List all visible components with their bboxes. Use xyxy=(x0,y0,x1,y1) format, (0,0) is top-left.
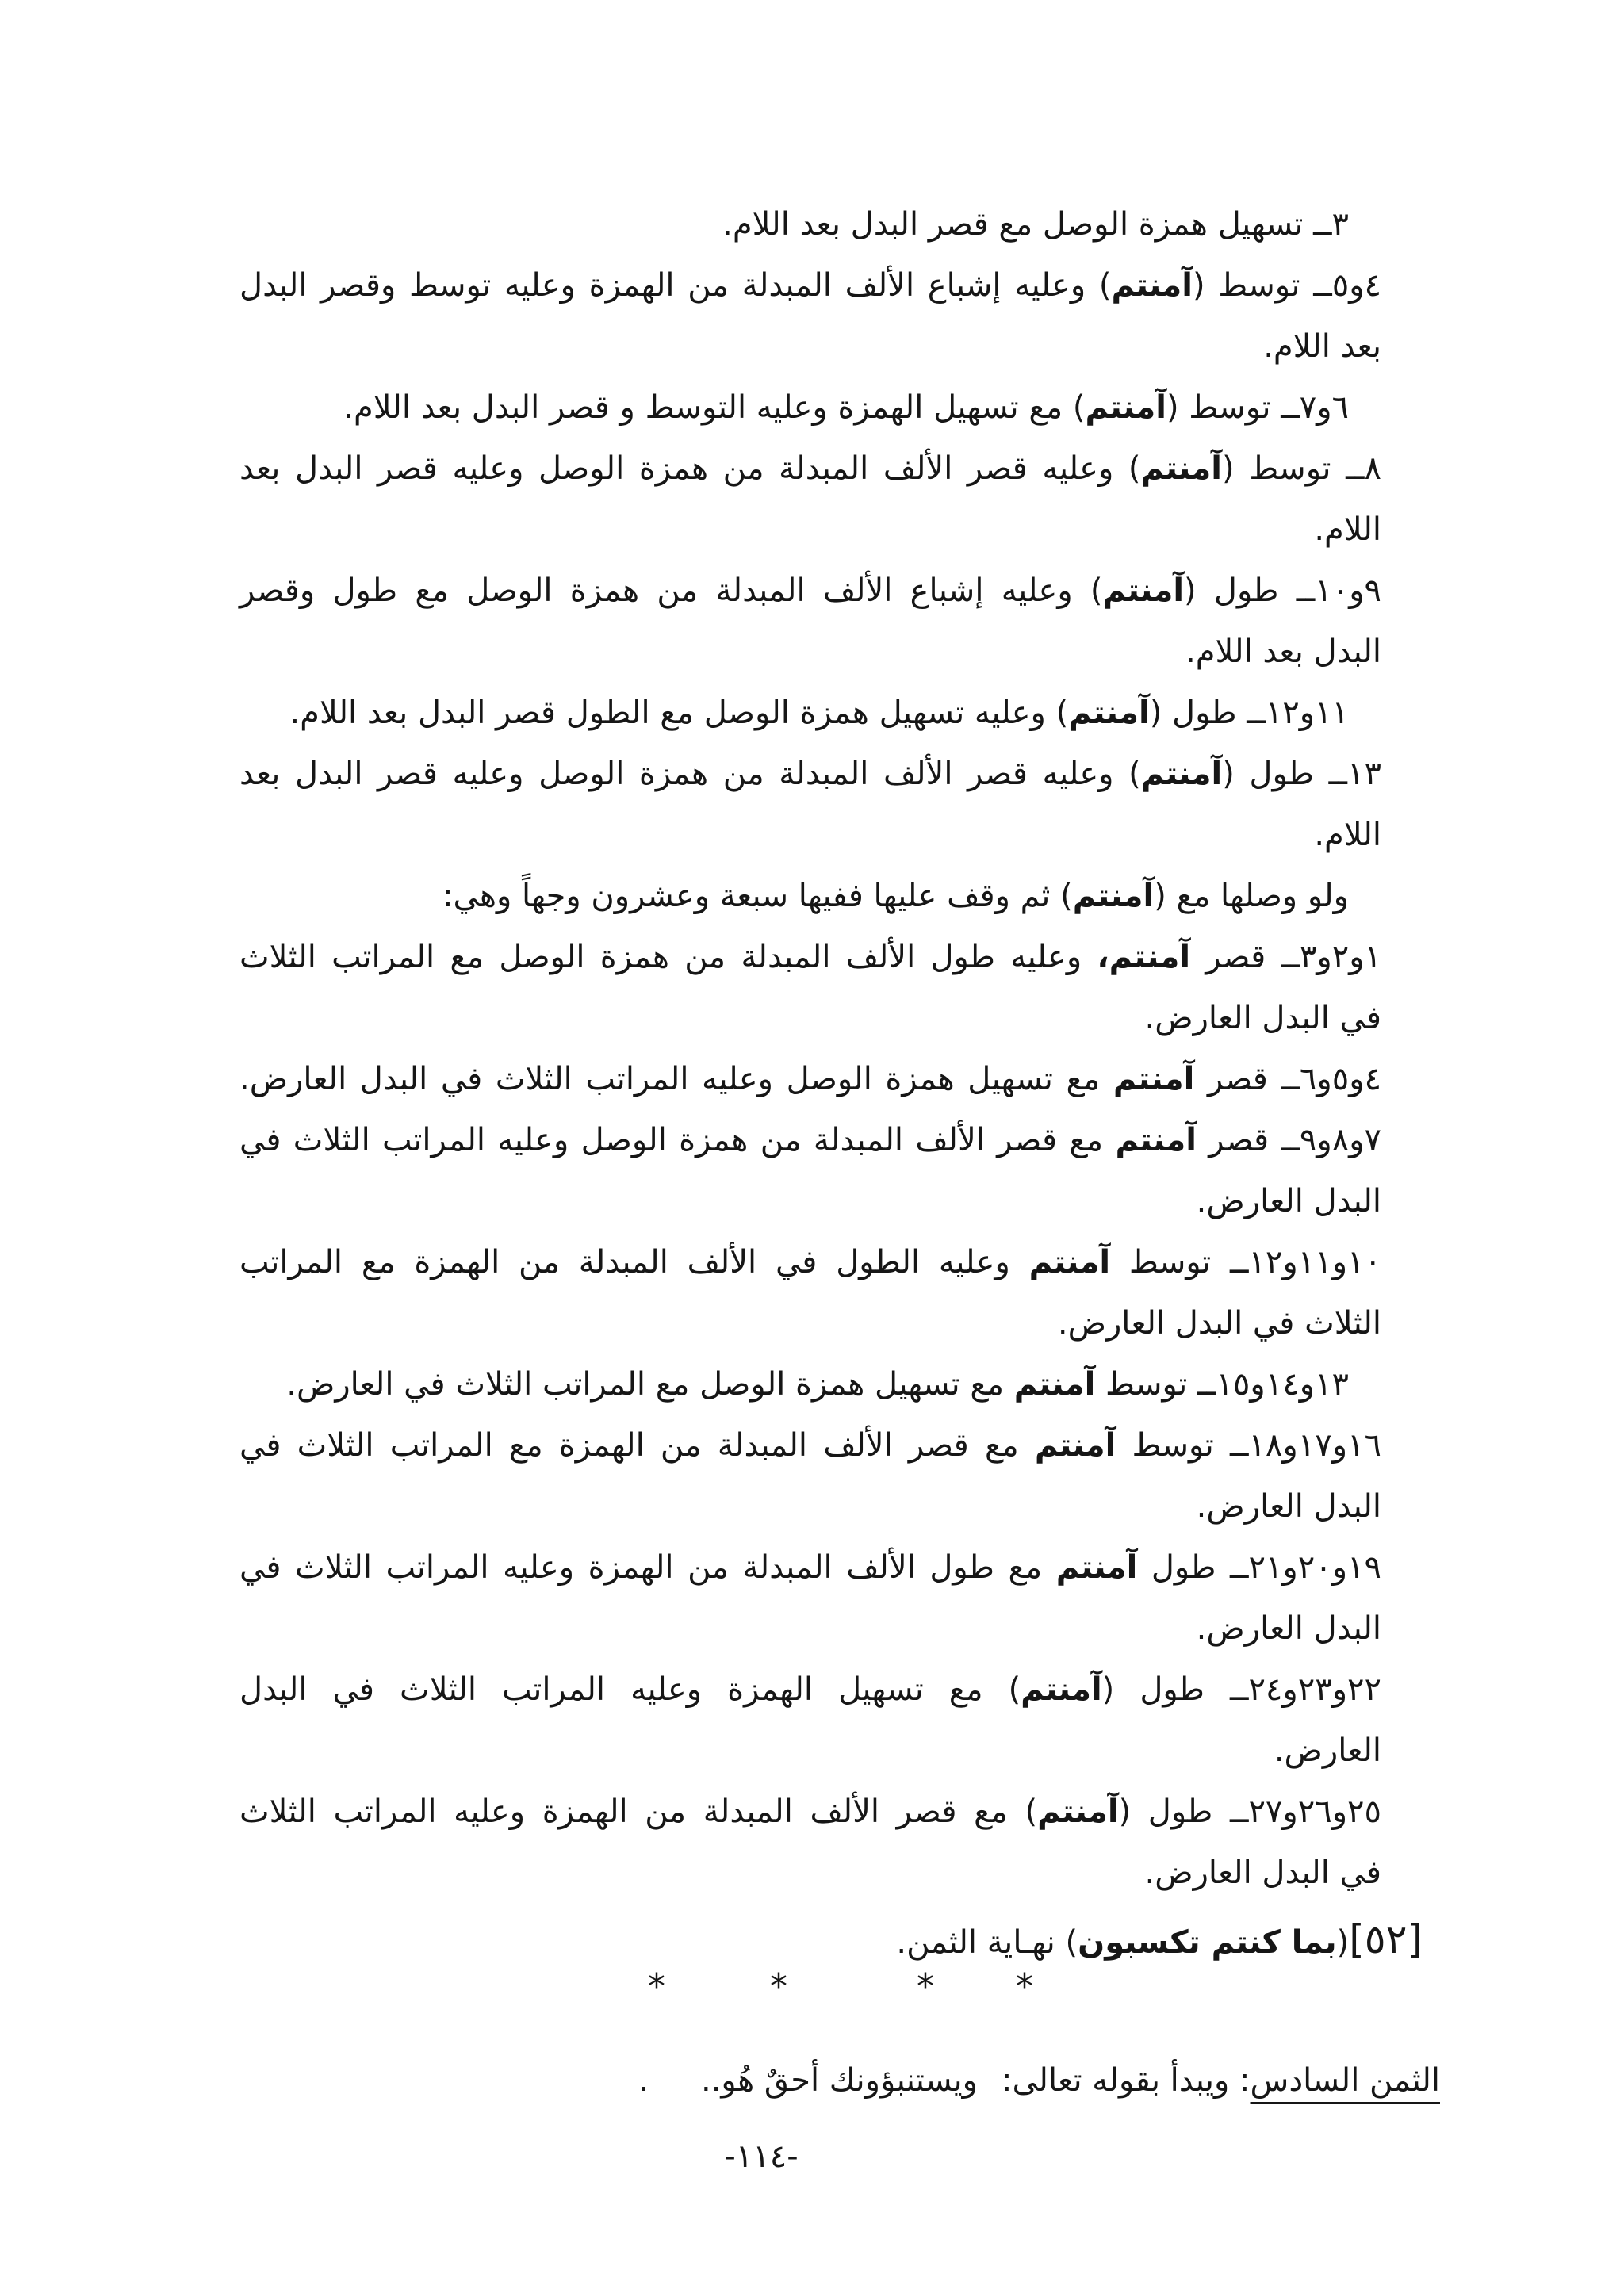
section-end-text: ) نهـاية الثمن. xyxy=(896,1924,1078,1961)
line-text: البدل بعد اللام. xyxy=(1185,634,1381,670)
line-text: بعد اللام. xyxy=(1263,328,1381,365)
text-line xyxy=(239,194,1381,255)
text-line xyxy=(239,1659,1381,1721)
text-line xyxy=(239,1171,1381,1232)
text-line xyxy=(239,988,1381,1049)
next-section-label: الثمن السادس xyxy=(1250,2062,1440,2099)
paragraph xyxy=(239,1537,1381,1659)
paragraph xyxy=(239,1782,1381,1904)
paragraph xyxy=(239,1354,1381,1415)
line-text: في البدل العارض. xyxy=(1144,1855,1381,1891)
line-text: ) وعليه تسهيل همزة الوصل مع الطول قصر البدل بعد اللام. xyxy=(289,695,1069,731)
paragraph xyxy=(239,194,1381,255)
verse-words: بما كنتم تكسبون xyxy=(1078,1924,1337,1961)
next-section-line xyxy=(251,2050,1440,2111)
bold-term: آمنتم xyxy=(1072,878,1155,914)
bold-term: آمنتم xyxy=(1037,1793,1119,1830)
line-text: ١٠و١١و١٢ــ توسط xyxy=(1110,1244,1381,1280)
bold-term: آمنتم xyxy=(1085,389,1166,426)
bold-term: آمنتم xyxy=(1102,572,1185,609)
line-text: مع تسهيل همزة الوصل وعليه المراتب الثلاث في البدل العارض. xyxy=(239,1061,1113,1097)
line-text: ٧و٨و٩ــ قصر xyxy=(1196,1122,1382,1158)
paragraph xyxy=(239,255,1381,377)
paragraph xyxy=(239,377,1381,438)
text-line xyxy=(239,866,1381,927)
paragraph xyxy=(239,927,1381,1049)
text-line xyxy=(239,1843,1381,1904)
text-line xyxy=(239,1232,1381,1293)
line-text: ) مع تسهيل الهمزة وعليه التوسط و قصر البدل بعد اللام. xyxy=(343,389,1086,426)
verse-open-paren: ( xyxy=(1336,1924,1350,1961)
bold-term: آمنتم xyxy=(1115,1122,1197,1158)
line-text: ولو وصلها مع ( xyxy=(1154,878,1349,914)
bold-term: آمنتم xyxy=(1055,1549,1138,1586)
paragraph xyxy=(239,1110,1381,1232)
bold-term: آمنتم xyxy=(1068,695,1150,731)
asterisk: * xyxy=(917,1966,934,2007)
text-line xyxy=(239,1110,1381,1171)
text-line xyxy=(239,316,1381,377)
asterisk: * xyxy=(648,1966,665,2007)
text-line xyxy=(239,500,1381,561)
line-text: وعليه طول الألف المبدلة من همزة الوصل مع المراتب الثلاث xyxy=(239,939,1097,975)
line-text: اللام. xyxy=(1314,817,1381,853)
line-text: ٤و٥ــ توسط ( xyxy=(1192,267,1381,304)
line-text: ١٦و١٧و١٨ــ توسط xyxy=(1116,1427,1381,1464)
paragraph xyxy=(239,1049,1381,1110)
text-line xyxy=(239,683,1381,744)
line-text: ١٣ــ طول ( xyxy=(1222,756,1381,792)
next-section-quote: ويستنبؤونك أحقٌ هُو.. xyxy=(700,2062,978,2099)
text-line xyxy=(239,1721,1381,1782)
text-line xyxy=(239,622,1381,683)
next-section-end: . xyxy=(638,2062,649,2099)
paragraph xyxy=(239,1415,1381,1537)
text-line xyxy=(239,255,1381,316)
paragraph xyxy=(239,744,1381,866)
text-line xyxy=(239,805,1381,866)
text-line xyxy=(239,1415,1381,1476)
line-text: مع قصر الألف المبدلة من الهمزة مع المراتب الثلاث في xyxy=(239,1427,1035,1464)
line-text: ) وعليه إشباع الألف المبدلة من الهمزة وعليه توسط وقصر البدل xyxy=(239,267,1112,304)
line-text: البدل العارض. xyxy=(1196,1183,1381,1219)
line-text: ٨ــ توسط ( xyxy=(1222,450,1381,487)
verse-number: [٥٢] xyxy=(1349,1916,1423,1962)
line-text: البدل العارض. xyxy=(1196,1610,1381,1647)
line-text: في البدل العارض. xyxy=(1144,1000,1381,1036)
line-text: ١٩و٢٠و٢١ــ طول xyxy=(1137,1549,1381,1586)
bold-term: آمنتم، xyxy=(1097,939,1191,975)
line-text: ) وعليه قصر الألف المبدلة من همزة الوصل وعليه قصر البدل بعد xyxy=(239,450,1141,487)
line-text: ) وعليه إشباع الألف المبدلة من همزة الوصل مع طول وقصر xyxy=(239,572,1103,609)
line-text: وعليه الطول في الألف المبدلة من الهمزة مع المراتب xyxy=(239,1244,1029,1280)
bold-term: آمنتم xyxy=(1034,1427,1116,1464)
bold-term: آمنتم xyxy=(1140,756,1223,792)
line-text: ٦و٧ــ توسط ( xyxy=(1166,389,1349,426)
paragraph xyxy=(239,1232,1381,1354)
next-section-intro: : ويبدأ بقوله تعالى: xyxy=(1001,2062,1251,2099)
text-line xyxy=(239,744,1381,805)
page-number: -١١٤- xyxy=(724,2138,799,2175)
line-text: ١و٢و٣ــ قصر xyxy=(1190,939,1381,975)
line-text: ) وعليه قصر الألف المبدلة من همزة الوصل وعليه قصر البدل بعد xyxy=(239,756,1141,792)
line-text: ٢٢و٢٣و٢٤ــ طول ( xyxy=(1101,1671,1381,1708)
line-text: مع طول الألف المبدلة من الهمزة وعليه المراتب الثلاث في xyxy=(239,1549,1056,1586)
asterisk: * xyxy=(770,1966,787,2007)
line-text: ٩و١٠ــ طول ( xyxy=(1184,572,1381,609)
bold-term: آمنتم xyxy=(1113,1061,1195,1097)
paragraph xyxy=(239,683,1381,744)
text-line xyxy=(239,1476,1381,1537)
text-line xyxy=(239,1782,1381,1843)
verse-reference-line xyxy=(233,1909,1423,1973)
text-line xyxy=(239,1049,1381,1110)
line-text: ٤و٥و٦ــ قصر xyxy=(1194,1061,1381,1097)
line-text: ٣ــ تسهيل همزة الوصل مع قصر البدل بعد اللام. xyxy=(722,206,1349,243)
bold-term: آمنتم xyxy=(1021,1671,1102,1708)
text-line xyxy=(239,1293,1381,1354)
line-text: مع قصر الألف المبدلة من همزة الوصل وعليه المراتب الثلاث في xyxy=(239,1122,1116,1158)
text-line xyxy=(239,377,1381,438)
paragraph xyxy=(239,438,1381,561)
text-line xyxy=(239,927,1381,988)
text-line xyxy=(239,1354,1381,1415)
paragraph xyxy=(239,1659,1381,1782)
line-text: ) مع قصر الألف المبدلة من الهمزة وعليه المراتب الثلاث xyxy=(239,1793,1038,1830)
line-text: ١١و١٢ــ طول ( xyxy=(1149,695,1349,731)
line-text: الثلاث في البدل العارض. xyxy=(1057,1305,1381,1342)
bold-term: آمنتم xyxy=(1111,267,1193,304)
line-text: اللام. xyxy=(1314,511,1381,548)
bold-term: آمنتم xyxy=(1028,1244,1111,1280)
paragraph xyxy=(239,866,1381,927)
line-text: ) ثم وقف عليها ففيها سبعة وعشرون وجهاً وهي: xyxy=(442,878,1073,914)
text-line xyxy=(239,1598,1381,1659)
text-line xyxy=(239,1537,1381,1598)
line-text: ٢٥و٢٦و٢٧ــ طول ( xyxy=(1118,1793,1381,1830)
paragraph xyxy=(239,561,1381,683)
bold-term: آمنتم xyxy=(1013,1366,1096,1403)
asterisk: * xyxy=(1016,1966,1033,2007)
main-text xyxy=(239,194,1381,1904)
line-text: البدل العارض. xyxy=(1196,1488,1381,1525)
line-text: العارض. xyxy=(1274,1732,1381,1769)
text-line xyxy=(239,561,1381,622)
line-text: مع تسهيل همزة الوصل مع المراتب الثلاث في العارض. xyxy=(286,1366,1014,1403)
line-text: ١٣و١٤و١٥ــ توسط xyxy=(1095,1366,1349,1403)
bold-term: آمنتم xyxy=(1140,450,1223,487)
section-separator xyxy=(0,1965,1624,2009)
text-line xyxy=(239,438,1381,500)
line-text: ) مع تسهيل الهمزة وعليه المراتب الثلاث في البدل xyxy=(239,1671,1021,1708)
